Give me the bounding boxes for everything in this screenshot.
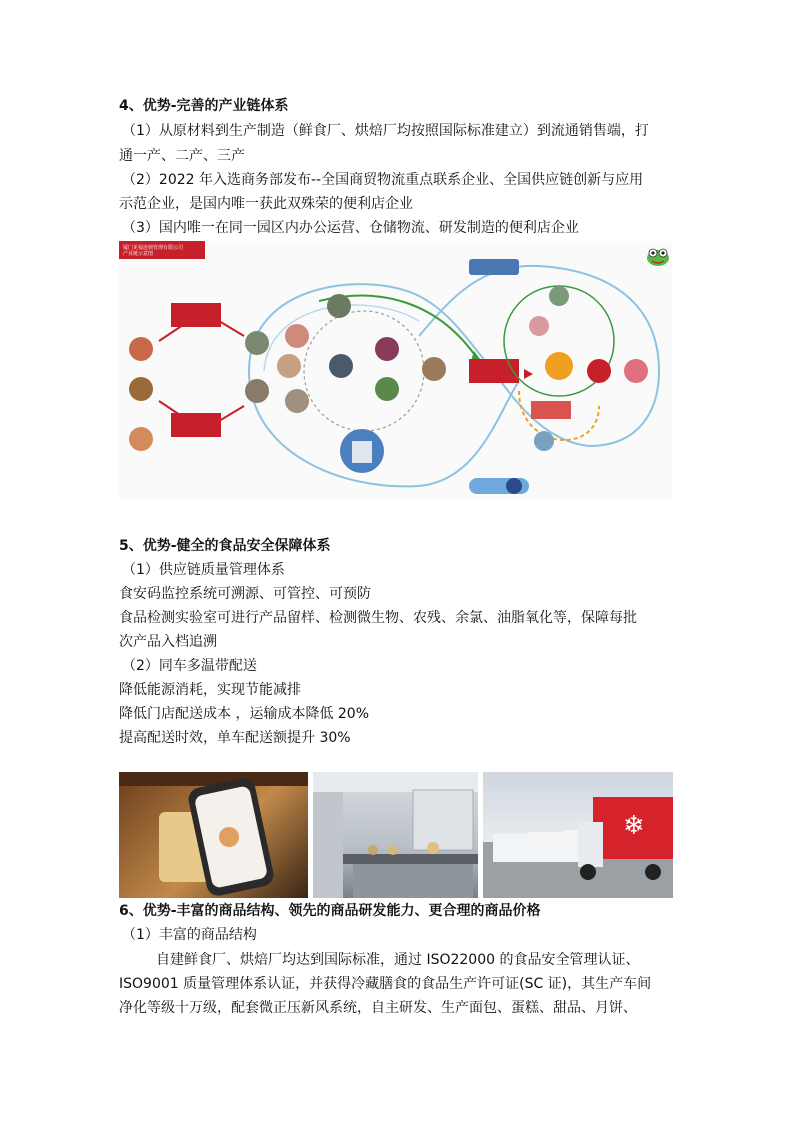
section4-item1-line2: 通一产、二产、三产 xyxy=(119,148,245,164)
diagram-banner-subtitle: 产业链示意图 xyxy=(123,251,154,257)
store-arrow-icon xyxy=(524,369,533,379)
section5-line-a: 食安码监控系统可溯源、可管控、可预防 xyxy=(119,586,371,602)
photo-delivery-trucks xyxy=(483,772,673,898)
section5-line-e: 提高配送时效，单车配送额提升 30% xyxy=(119,730,351,746)
section5-item1: （1）供应链质量管理体系 xyxy=(122,562,285,578)
section5-line-c: 降低能源消耗，实现节能减排 xyxy=(119,682,301,698)
node-online-app xyxy=(549,286,569,306)
section4-item2-line2: 示范企业，是国内唯一获此双殊荣的便利店企业 xyxy=(119,196,413,212)
node-logistics xyxy=(329,354,353,378)
factory-block-right xyxy=(469,359,519,383)
section6-paragraph-line2: ISO9001 质量管理体系认证，并获得冷藏膳食的食品生产许可证(SC 证)，其生产车间 xyxy=(119,976,652,992)
delivery-trucks-illustration xyxy=(483,772,673,898)
cloud-node-icon xyxy=(506,478,522,494)
node-warehouse xyxy=(285,389,309,413)
node-store-brand xyxy=(545,352,573,380)
node-bakery-factory xyxy=(277,354,301,378)
process-cycle-ring xyxy=(304,311,424,431)
outer-flow-loop-right xyxy=(249,266,659,446)
park-building-icon xyxy=(352,441,372,463)
section5-item2: （2）同车多温带配送 xyxy=(122,658,257,674)
node-production-2 xyxy=(245,379,269,403)
node-storage xyxy=(375,377,399,401)
source-photo-raw-materials xyxy=(129,337,153,361)
diagram-banner-title: 厦门见福连锁管理有限公司 xyxy=(123,245,184,251)
delivery-truck-icon xyxy=(469,259,519,275)
supply-chain-diagram xyxy=(119,241,672,500)
photo-phone-scan xyxy=(119,772,308,898)
section4-item3: （3）国内唯一在同一园区内办公运营、仓储物流、研发制造的便利店企业 xyxy=(122,220,579,236)
section5-line-b2: 次产品入档追溯 xyxy=(119,634,217,650)
section6-heading: 6、优势-丰富的商品结构、领先的商品研发能力、更合理的商品价格 xyxy=(119,903,541,919)
svg-text:❄: ❄ xyxy=(623,811,645,841)
factory-block-top xyxy=(171,303,221,327)
node-consumer xyxy=(624,359,648,383)
source-photo-food xyxy=(129,427,153,451)
node-convenience-store xyxy=(531,401,571,419)
factory-arrow-bottom xyxy=(219,406,244,421)
food-lab-illustration xyxy=(313,772,478,898)
photo-food-lab xyxy=(313,772,478,898)
section4-item2-line1: （2）2022 年入选商务部发布--全国商贸物流重点联系企业、全国供应链创新与应用 xyxy=(122,172,644,188)
node-fresh-factory xyxy=(285,324,309,348)
phone-scan-illustration xyxy=(119,772,308,898)
section6-paragraph-line3: 净化等级十万级，配套微正压新风系统，自主研发、生产面包、蛋糕、甜品、月饼、 xyxy=(119,1000,637,1016)
section4-item1-line1: （1）从原材料到生产制造（鲜食厂、烘焙厂均按照国际标准建立）到流通销售端，打 xyxy=(122,123,649,139)
node-qc-lab xyxy=(375,337,399,361)
section5-line-b1: 食品检测实验室可进行产品留样、检测微生物、农残、余氯、油脂氧化等，保障每批 xyxy=(119,610,637,626)
factory-block-bottom xyxy=(171,413,221,437)
source-photo-ingredients xyxy=(129,377,153,401)
section6-item1: （1）丰富的商品结构 xyxy=(122,927,257,943)
node-customer-hub xyxy=(587,359,611,383)
node-franchise xyxy=(534,431,554,451)
supply-chain-svg xyxy=(119,241,672,500)
section5-heading: 5、优势-健全的食品安全保障体系 xyxy=(119,538,331,554)
section5-line-d: 降低门店配送成本 ，运输成本降低 20% xyxy=(119,706,370,722)
section6-paragraph-line1: 自建鲜食厂、烘焙厂均达到国际标准，通过 ISO22000 的食品安全管理认证、 xyxy=(156,952,640,968)
node-distribution xyxy=(422,357,446,381)
node-member xyxy=(529,316,549,336)
node-central-kitchen xyxy=(327,294,351,318)
node-production-1 xyxy=(245,331,269,355)
frog-mascot-icon xyxy=(647,249,669,266)
factory-arrow-top xyxy=(219,321,244,336)
section4-heading: 4、优势-完善的产业链体系 xyxy=(119,98,289,114)
